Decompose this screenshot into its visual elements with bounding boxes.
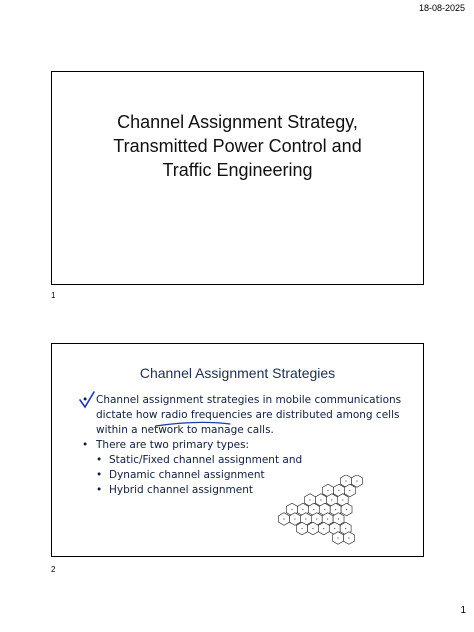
bullet-item — [82, 393, 402, 438]
hex-cell-center-dot — [342, 499, 343, 500]
hex-cell-center-dot — [327, 490, 328, 491]
bullet-dot-icon: • — [82, 439, 89, 451]
hex-cell-center-dot — [356, 480, 357, 481]
hex-cell-center-dot — [305, 518, 306, 519]
bullet-dot-icon: • — [96, 484, 103, 496]
hex-cell-center-dot — [316, 518, 317, 519]
hex-cell-center-dot — [345, 480, 346, 481]
hex-cell-center-dot — [294, 518, 295, 519]
sub-bullet-item — [82, 453, 402, 468]
slide-1 — [51, 71, 424, 285]
bullet-dot-icon: • — [96, 454, 103, 466]
hex-cell-center-dot — [337, 537, 338, 538]
hex-cell-center-dot — [291, 509, 292, 510]
hex-cell-center-dot — [331, 499, 332, 500]
sub-bullet-text: Static/Fixed channel assignment and — [109, 454, 303, 466]
sub-bullet-text: Dynamic channel assignment — [109, 469, 265, 481]
hex-cell-center-dot — [338, 518, 339, 519]
hex-cell-center-dot — [283, 518, 284, 519]
hex-cell-center-dot — [338, 490, 339, 491]
hexagonal-cell-diagram — [276, 475, 388, 553]
bullet-text-line: dictate how radio frequencies are distributed among cells — [96, 409, 400, 421]
hex-cell-center-dot — [324, 509, 325, 510]
slide-1-title-line: Channel Assignment Strategy, — [117, 112, 358, 132]
bullet-text-line: There are two primary types: — [96, 439, 250, 451]
hex-cell-center-dot — [349, 490, 350, 491]
sub-bullet-text: Hybrid channel assignment — [109, 484, 253, 496]
slide-1-number: 1 — [51, 291, 56, 300]
bullet-text-line: Channel assignment strategies in mobile communications — [96, 394, 402, 406]
hex-cell-center-dot — [348, 537, 349, 538]
hex-cell-center-dot — [323, 528, 324, 529]
hex-cell-center-dot — [346, 509, 347, 510]
slide-1-title — [52, 110, 423, 182]
hex-cell-center-dot — [345, 528, 346, 529]
slide-2-number: 2 — [51, 565, 56, 574]
print-date: 18-08-2025 — [418, 3, 465, 13]
hex-cell-center-dot — [312, 528, 313, 529]
hex-cell-center-dot — [301, 528, 302, 529]
bullet-item — [82, 438, 402, 453]
slide-1-title-line: Traffic Engineering — [162, 160, 313, 180]
hex-cell-center-dot — [302, 509, 303, 510]
page-number: 1 — [460, 605, 466, 616]
hex-cell-center-dot — [313, 509, 314, 510]
hex-cell-center-dot — [334, 528, 335, 529]
bullet-dot-icon: • — [82, 394, 89, 406]
slide-2 — [51, 343, 424, 557]
slide-1-title-line: Transmitted Power Control and — [113, 136, 362, 156]
hex-cell-center-dot — [309, 499, 310, 500]
slide-2-title: Channel Assignment Strategies — [139, 365, 336, 381]
bullet-text-line: within a network to manage calls. — [96, 424, 274, 436]
hex-cell-center-dot — [327, 518, 328, 519]
bullet-dot-icon: • — [96, 469, 103, 481]
hex-cell-center-dot — [320, 499, 321, 500]
hex-cell-center-dot — [335, 509, 336, 510]
